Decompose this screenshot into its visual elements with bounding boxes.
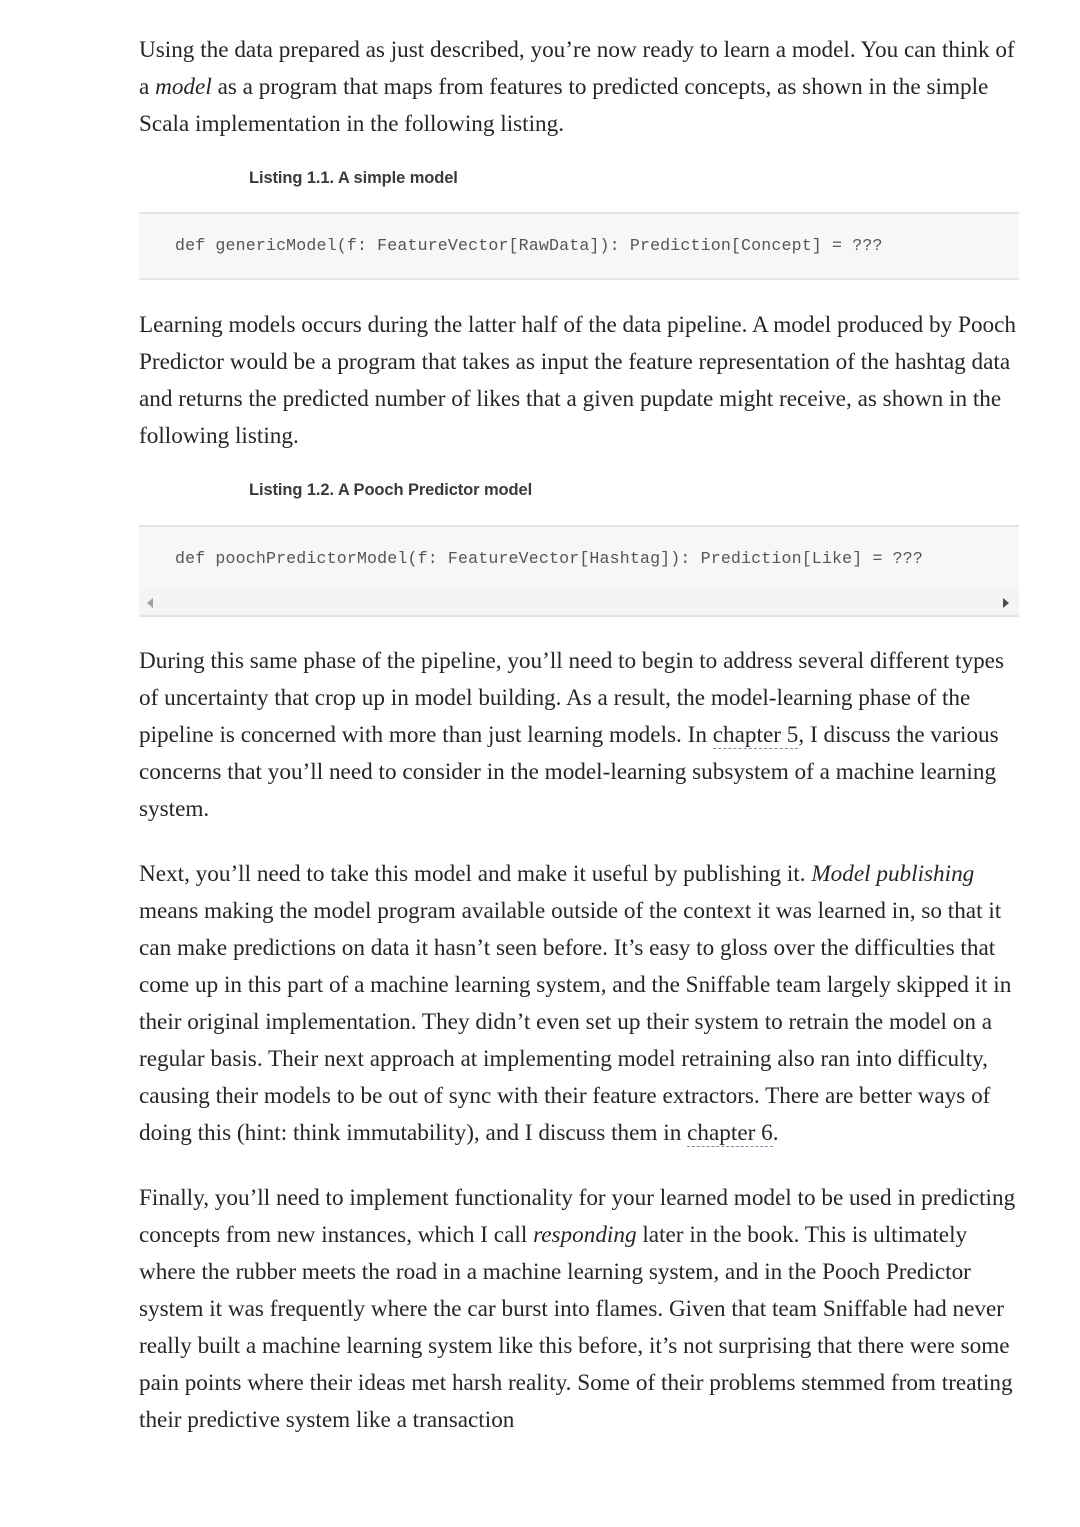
paragraph-model-intro bbox=[139, 32, 1019, 143]
chapter-6-link[interactable]: chapter 6 bbox=[687, 1120, 773, 1146]
code-line: def genericModel(f: FeatureVector[RawData]): Prediction[Concept] = ??? bbox=[175, 236, 883, 255]
paragraph-uncertainty bbox=[139, 643, 1019, 828]
text: Using the data prepared as just described, you’re now ready to learn a model. You can think of a bbox=[139, 37, 1015, 100]
text: as a program that maps from features to predicted concepts, as shown in the simple Scala implementation in the following listing. bbox=[139, 74, 989, 137]
paragraph-model-publishing bbox=[139, 856, 1019, 1152]
paragraph-responding bbox=[139, 1180, 1019, 1439]
listing-1-1-caption: Listing 1.1. A simple model bbox=[249, 169, 458, 187]
code-line: def poochPredictorModel(f: FeatureVector[Hashtag]): Prediction[Like] = ??? bbox=[175, 549, 923, 568]
horizontal-scrollbar[interactable] bbox=[139, 589, 1019, 615]
text: later in the book. This is ultimately where the rubber meets the road in a machine learning system, and in the Pooch Predictor system it was frequently where the car burst into flames. Given that team Sniffable had never really built a machine learning system like this before, it’s not surprising that there were some pain points where their ideas met harsh reality. Some of their problems stemmed from treating their predictive system like a transaction bbox=[139, 1222, 1013, 1433]
emphasis-model-publishing: Model publishing bbox=[811, 861, 975, 887]
text: . bbox=[772, 1120, 779, 1146]
listing-1-2-caption: Listing 1.2. A Pooch Predictor model bbox=[249, 481, 533, 499]
text: Finally, you’ll need to implement functionality for your learned model to be used in predicting concepts from new instances, which I call bbox=[139, 1185, 1016, 1248]
emphasis-responding: responding bbox=[533, 1222, 637, 1248]
listing-1-2-code-block[interactable] bbox=[139, 525, 1019, 617]
scroll-right-arrow-icon[interactable] bbox=[1003, 598, 1009, 608]
text: means making the model program available outside of the context it was learned in, so that it can make predictions on data it hasn’t seen before. It’s easy to gloss over the difficulties that come up in this part of a machine learning system, and the Sniffable team largely skipped it in their original implementation. They didn’t even set up their system to retrain the model on a regular basis. Their next approach at implementing model retraining also ran into difficulty, causing their models to be out of sync with their feature extractors. There are better ways of doing this (hint: think immutability), and I discuss them in bbox=[139, 898, 1012, 1146]
paragraph-learning-models: Learning models occurs during the latter half of the data pipeline. A model produced by Pooch Predictor would be a program that takes as input the feature representation of the hashtag data and returns the predicted number of likes that a given pupdate might receive, as shown in the following listing. bbox=[139, 312, 1017, 449]
page-content bbox=[139, 30, 1019, 1439]
listing-1-1-code-block bbox=[139, 212, 1019, 280]
text: During this same phase of the pipeline, you’ll need to begin to address several different types of uncertainty that crop up in model building. As a result, the model-learning phase of the pipeline is concerned with more than just learning models. In bbox=[139, 648, 1005, 748]
chapter-5-link[interactable]: chapter 5 bbox=[712, 722, 799, 748]
text: , I discuss the various concerns that you’ll need to consider in the model-learning subsystem of a machine learning system. bbox=[139, 722, 999, 822]
scroll-left-arrow-icon[interactable] bbox=[147, 598, 153, 608]
emphasis-model: model bbox=[155, 74, 212, 100]
text: Next, you’ll need to take this model and make it useful by publishing it. bbox=[139, 861, 812, 887]
